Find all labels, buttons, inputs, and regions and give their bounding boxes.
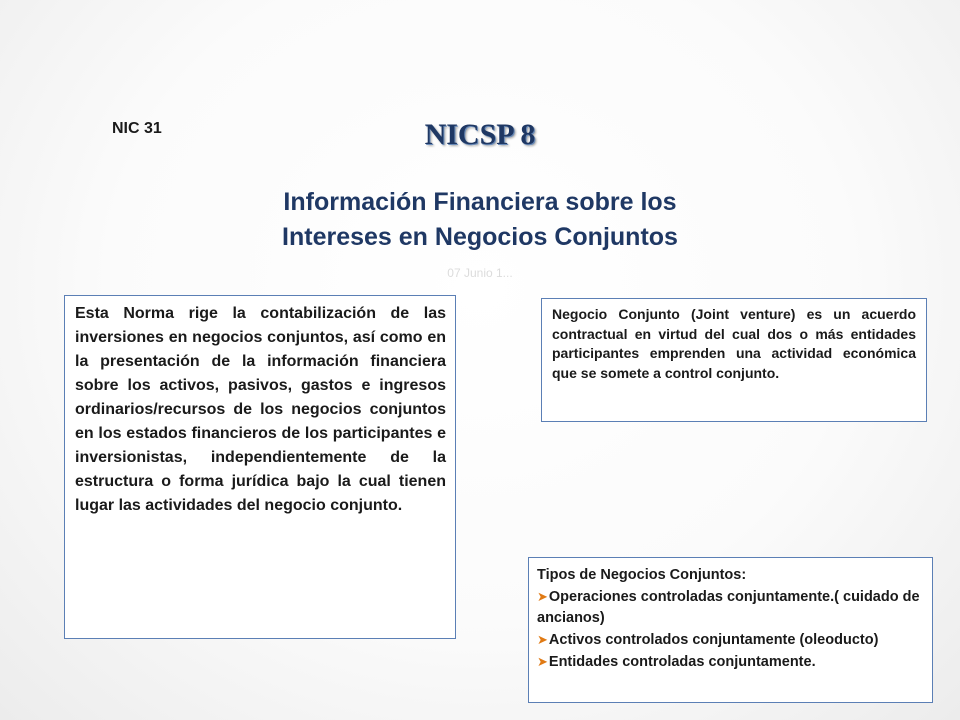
types-item-text: Activos controlados conjuntamente (oleoducto): [548, 632, 879, 648]
nicsp-code-heading: NICSP 8: [424, 118, 536, 151]
types-title: Tipos de Negocios Conjuntos:: [537, 567, 747, 583]
scope-textbox: [64, 295, 456, 639]
faint-subtext: 07 Junio 1...: [447, 266, 513, 280]
definition-text: Negocio Conjunto (Joint venture) es un acuerdo contractual en virtud del cual dos o más entidades participantes emprenden una actividad económica que se somete a control conjunto.: [552, 306, 916, 381]
types-list-item: [537, 651, 924, 673]
title-line-1: Información Financiera sobre los: [283, 188, 677, 216]
types-list-item: [537, 629, 924, 651]
scope-text: Esta Norma rige la contabilización de las inversiones en negocios conjuntos, así como en la presentación de la información financiera sobre los activos, pasivos, gastos e ingresos ordinarios/recursos de los negocios conjuntos en los estados financieros de los participantes e inversionistas, independientemente de la estructura o forma jurídica bajo la cual tienen lugar las actividades del negocio conjunto.: [75, 305, 446, 514]
types-item-text: Entidades controladas conjuntamente.: [548, 654, 816, 670]
arrow-bullet-icon: ➤: [537, 589, 548, 604]
nic-code-label: NIC 31: [112, 120, 162, 137]
arrow-bullet-icon: ➤: [537, 654, 548, 669]
definition-textbox: [541, 298, 927, 422]
types-list-item: [537, 586, 924, 629]
title-line-2: Intereses en Negocios Conjuntos: [282, 223, 678, 251]
types-list: [537, 586, 924, 673]
types-textbox: [528, 557, 933, 703]
page-title: [0, 185, 960, 255]
types-item-text: Operaciones controladas conjuntamente.( cuidado de ancianos): [537, 589, 920, 626]
arrow-bullet-icon: ➤: [537, 632, 548, 647]
